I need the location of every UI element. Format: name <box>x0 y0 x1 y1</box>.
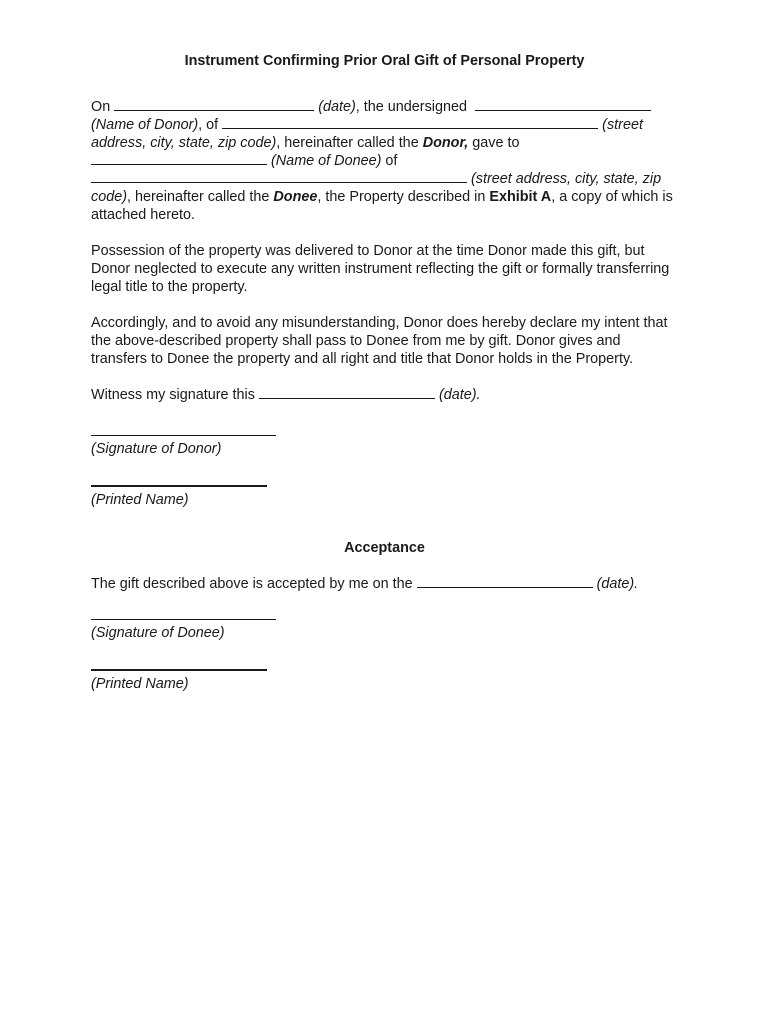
donee-printed-name-block <box>91 668 678 693</box>
of2-text: of <box>385 153 398 169</box>
parties-paragraph <box>91 98 678 224</box>
property-described-text: , the Property described in <box>317 189 486 205</box>
donor-term: Donor, <box>422 135 469 151</box>
exhibit-a-term: Exhibit A <box>489 189 552 205</box>
undersigned-text: , the undersigned <box>355 99 468 115</box>
donor-address-label: (street address, city, state, zip code) <box>91 117 643 151</box>
witness-date-label: (date). <box>438 387 481 403</box>
donor-printed-name-label: (Printed Name) <box>91 492 189 508</box>
acceptance-text: The gift described above is accepted by me on the <box>91 576 413 592</box>
donee-address-blank[interactable] <box>91 170 467 183</box>
witness-line <box>91 386 678 404</box>
witness-date-blank[interactable] <box>259 386 435 399</box>
donee-signature-block <box>91 618 678 642</box>
date-label: (date) <box>318 99 356 115</box>
donee-printed-name-line[interactable] <box>91 668 267 671</box>
donor-name-blank[interactable] <box>475 98 651 111</box>
acceptance-heading: Acceptance <box>344 540 425 556</box>
acceptance-date-label: (date). <box>596 576 639 592</box>
donor-address-blank[interactable] <box>222 116 598 129</box>
hereinafter-donor-text: , hereinafter called the <box>276 135 419 151</box>
donee-address-label: (street address, city, state, zip code) <box>91 171 662 205</box>
donee-name-blank[interactable] <box>91 152 267 165</box>
acceptance-date-blank[interactable] <box>417 575 593 588</box>
donee-signature-label: (Signature of Donee) <box>91 625 225 641</box>
donee-signature-line[interactable] <box>91 618 276 620</box>
hereinafter-donee-text: , hereinafter called the <box>127 189 270 205</box>
donor-printed-name-line[interactable] <box>91 484 267 487</box>
donee-printed-name-label: (Printed Name) <box>91 676 189 692</box>
declaration-paragraph: Accordingly, and to avoid any misunderstanding, Donor does hereby declare my intent that the above-described property shall pass to Donee from me by gift. Donor gives and transfers to Donee the property and all right and title that Donor holds in the Property. <box>91 315 668 367</box>
donor-printed-name-block <box>91 484 678 509</box>
donee-term: Donee <box>273 189 318 205</box>
on-text: On <box>91 99 111 115</box>
acceptance-line <box>91 575 678 593</box>
donor-signature-line[interactable] <box>91 434 276 436</box>
witness-text: Witness my signature this <box>91 387 255 403</box>
possession-paragraph: Possession of the property was delivered to Donor at the time Donor made this gift, but Donor neglected to execute any written instrument reflecting the gift or formally transferring legal title to the property. <box>91 243 670 295</box>
copy-attached-text: , a copy of which is attached hereto. <box>91 189 673 223</box>
donor-name-label: (Name of Donor) <box>91 117 199 133</box>
document-title: Instrument Confirming Prior Oral Gift of Personal Property <box>184 53 585 69</box>
gave-to-text: gave to <box>472 135 520 151</box>
donee-name-label: (Name of Donee) <box>271 153 382 169</box>
donor-signature-block <box>91 434 678 458</box>
gift-date-blank[interactable] <box>114 98 314 111</box>
donor-signature-label: (Signature of Donor) <box>91 441 222 457</box>
of-text: , of <box>198 117 219 133</box>
